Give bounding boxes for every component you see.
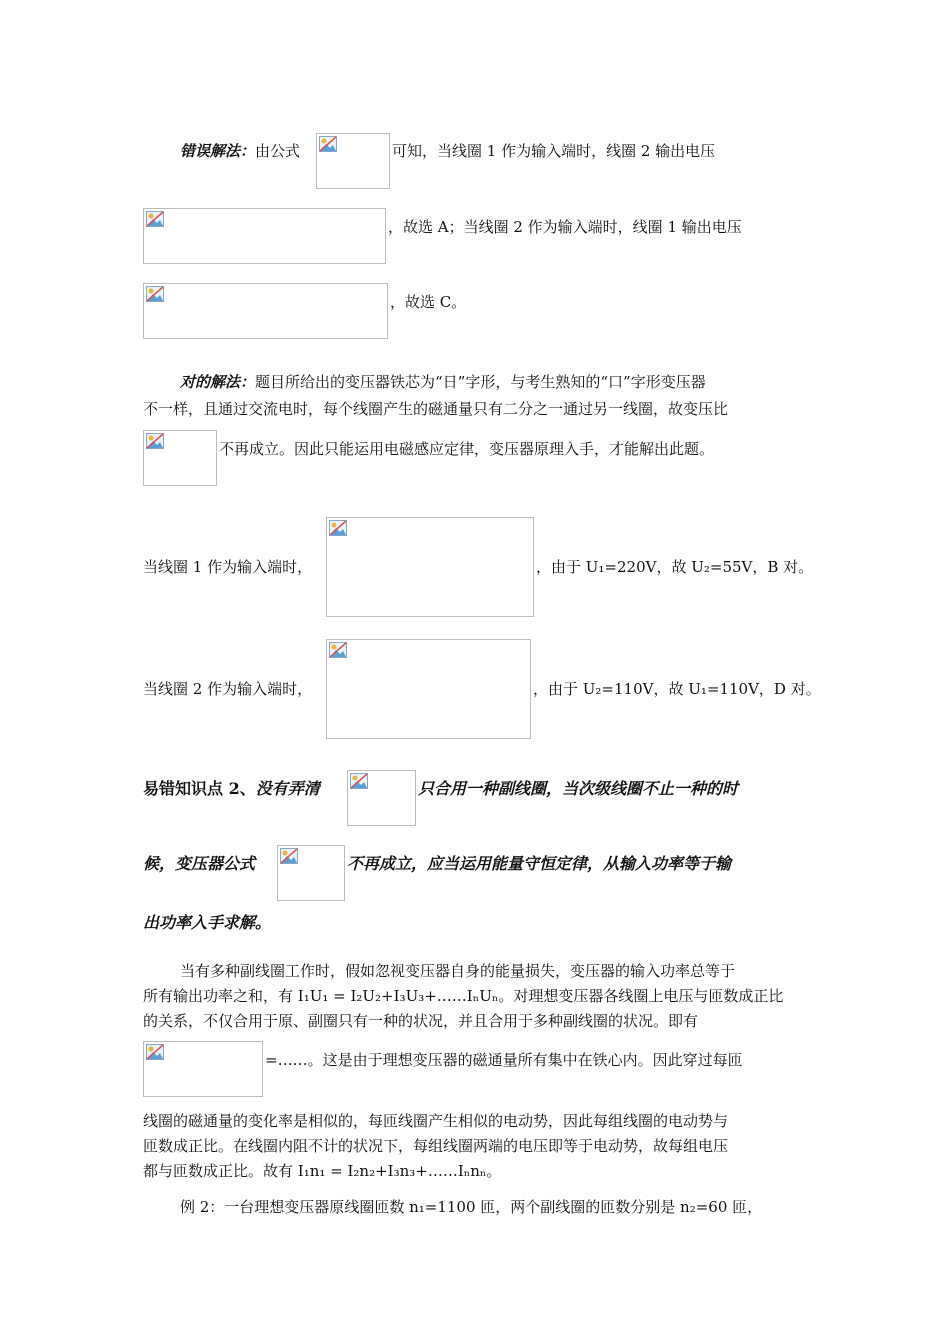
wrong-solution-label: 错误解法： [180,142,256,160]
wrong-text-b: 可知，当线圈 1 作为输入端时，线圈 2 输出电压 [392,142,716,160]
formula-image-6 [326,639,531,739]
case1-suffix: ，由于 U₁=220V，故 U₂=55V，B 对。 [536,558,814,576]
p1-line1: 当有多种副线圈工作时，假如忽视变压器自身的能量损失，变压器的输入功率总等于 [180,962,736,980]
right-line2: 不一样，且通过交流电时，每个线圈产生的磁通量只有二分之一通过另一线圈，故变压比 [143,400,729,418]
case1-prefix: 当线圈 1 作为输入端时， [143,558,313,576]
formula-image-1 [316,133,390,189]
broken-image-icon [329,642,347,658]
broken-image-icon [350,773,368,789]
heading-d: 候，变压器公式 [143,854,256,873]
broken-image-icon [146,286,164,302]
heading-e: 不再成立，应当运用能量守恒定律，从输入功率等于输 [347,854,732,873]
broken-image-icon [146,211,164,227]
heading-b: 没有弄清 [255,779,320,798]
heading-f: 出功率入手求解。 [143,913,272,932]
p2-line1: 线圈的磁通量的变化率是相似的，每匝线圈产生相似的电动势，因此每组线圈的电动势与 [143,1112,729,1130]
pitfall-heading-line1 [143,778,320,800]
formula-image-3 [143,283,388,339]
broken-image-icon [280,848,298,864]
broken-image-icon [146,1044,164,1060]
wrong-solution-line1 [180,141,300,161]
formula-image-5 [326,517,534,617]
broken-image-icon [146,433,164,449]
p2-line2: 匝数成正比。在线圈内阻不计的状况下，每组线圈两端的电压即等于电动势，故每组电压 [143,1137,729,1155]
p2-line3: 都与匝数成正比。故有 I₁n₁ = I₂n₂+I₃n₃+……Iₙnₙ。 [143,1162,502,1180]
case2-suffix: ，由于 U₂=110V，故 U₁=110V，D 对。 [533,680,821,698]
heading-a: 易错知识点 2、 [143,779,256,798]
wrong-text-c: ，故选 A；当线圈 2 作为输入端时，线圈 1 输出电压 [388,218,742,236]
heading-c: 只合用一种副线圈，当次级线圈不止一种的时 [418,779,739,798]
formula-image-9 [143,1041,263,1097]
p1-line2: 所有输出功率之和，有 I₁U₁ = I₂U₂+I₃U₃+……IₙUₙ。对理想变压器各线圈上电压与匝数成正比 [143,987,784,1005]
right-line1: 题目所给出的变压器铁芯为“日”字形，与考生熟知的“口”字形变压器 [255,373,706,391]
formula-image-7 [347,770,416,826]
formula-image-2 [143,208,386,264]
broken-image-icon [329,520,347,536]
case2-prefix: 当线圈 2 作为输入端时， [143,680,313,698]
p1-line4: =……。这是由于理想变压器的磁通量所有集中在铁心内。因此穿过每匝 [265,1051,743,1069]
broken-image-icon [319,136,337,152]
right-solution-label: 对的解法： [180,373,256,391]
example-2: 例 2：一台理想变压器原线圈匝数 n₁=1100 匝，两个副线圈的匝数分别是 n₂=60 匝， [180,1198,763,1216]
p1-line3: 的关系，不仅合用于原、副圈只有一种的状况，并且合用于多种副线圈的状况。即有 [143,1012,699,1030]
wrong-text-a: 由公式 [255,142,301,160]
formula-image-4 [143,430,217,486]
right-solution-line1 [180,372,706,392]
right-line3: 不再成立。因此只能运用电磁感应定律，变压器原理入手，才能解出此题。 [219,440,715,458]
formula-image-8 [277,845,345,901]
wrong-text-d: ，故选 C。 [390,293,467,311]
